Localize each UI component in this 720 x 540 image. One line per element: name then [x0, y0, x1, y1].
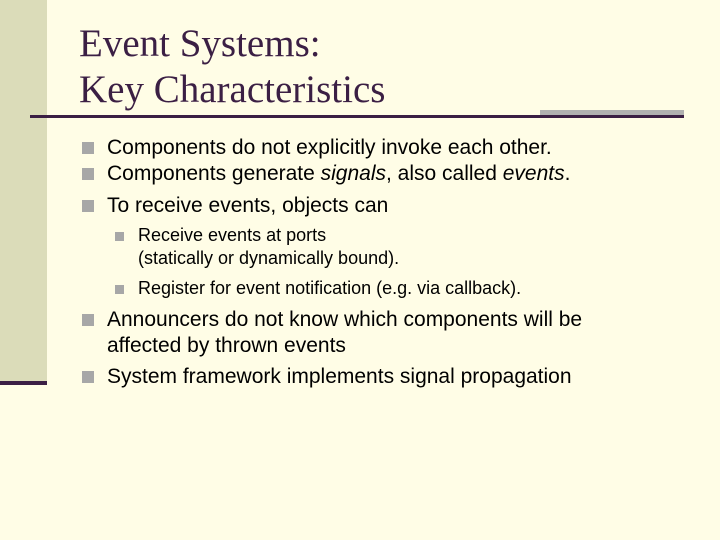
bullet-text: , also called	[386, 162, 503, 185]
sub-bullet-square-icon	[115, 232, 124, 241]
bullet-text-line-2: affected by thrown events	[107, 334, 346, 357]
bullet-square-icon	[82, 142, 94, 154]
bullet-text: System framework implements signal propagation	[107, 365, 572, 388]
bullet-text: Components do not explicitly invoke each other.	[107, 136, 552, 159]
bullet-square-icon	[82, 168, 94, 180]
sub-bullet-text: Register for event notification (e.g. via callback).	[138, 278, 522, 298]
bullet-item	[107, 135, 552, 161]
emphasis-events: events	[502, 162, 565, 185]
title-line-2: Key Characteristics	[79, 68, 386, 111]
emphasis-signals: signals	[320, 162, 387, 185]
bullet-text-line-1: Announcers do not know which components will be	[107, 308, 583, 331]
bullet-square-icon	[82, 314, 94, 326]
bullet-text: Components generate	[107, 162, 321, 185]
bullet-text: To receive events, objects can	[107, 194, 389, 217]
slide-title	[79, 21, 385, 113]
sub-bullet-text-line-2: (statically or dynamically bound).	[138, 248, 400, 268]
sub-bullet-square-icon	[115, 285, 124, 294]
bullet-item	[107, 307, 582, 359]
sidebar-accent-line	[0, 381, 47, 385]
sub-bullet-item	[138, 277, 521, 300]
bullet-text: .	[564, 162, 571, 185]
sidebar-decoration	[0, 0, 47, 381]
sub-bullet-item	[138, 224, 399, 270]
title-underline-rule	[30, 115, 684, 118]
bullet-item	[107, 193, 388, 219]
bullet-item	[107, 161, 570, 187]
sub-bullet-text-line-1: Receive events at ports	[138, 225, 327, 245]
bullet-square-icon	[82, 200, 94, 212]
bullet-item	[107, 364, 572, 390]
title-line-1: Event Systems:	[79, 22, 321, 65]
bullet-square-icon	[82, 371, 94, 383]
